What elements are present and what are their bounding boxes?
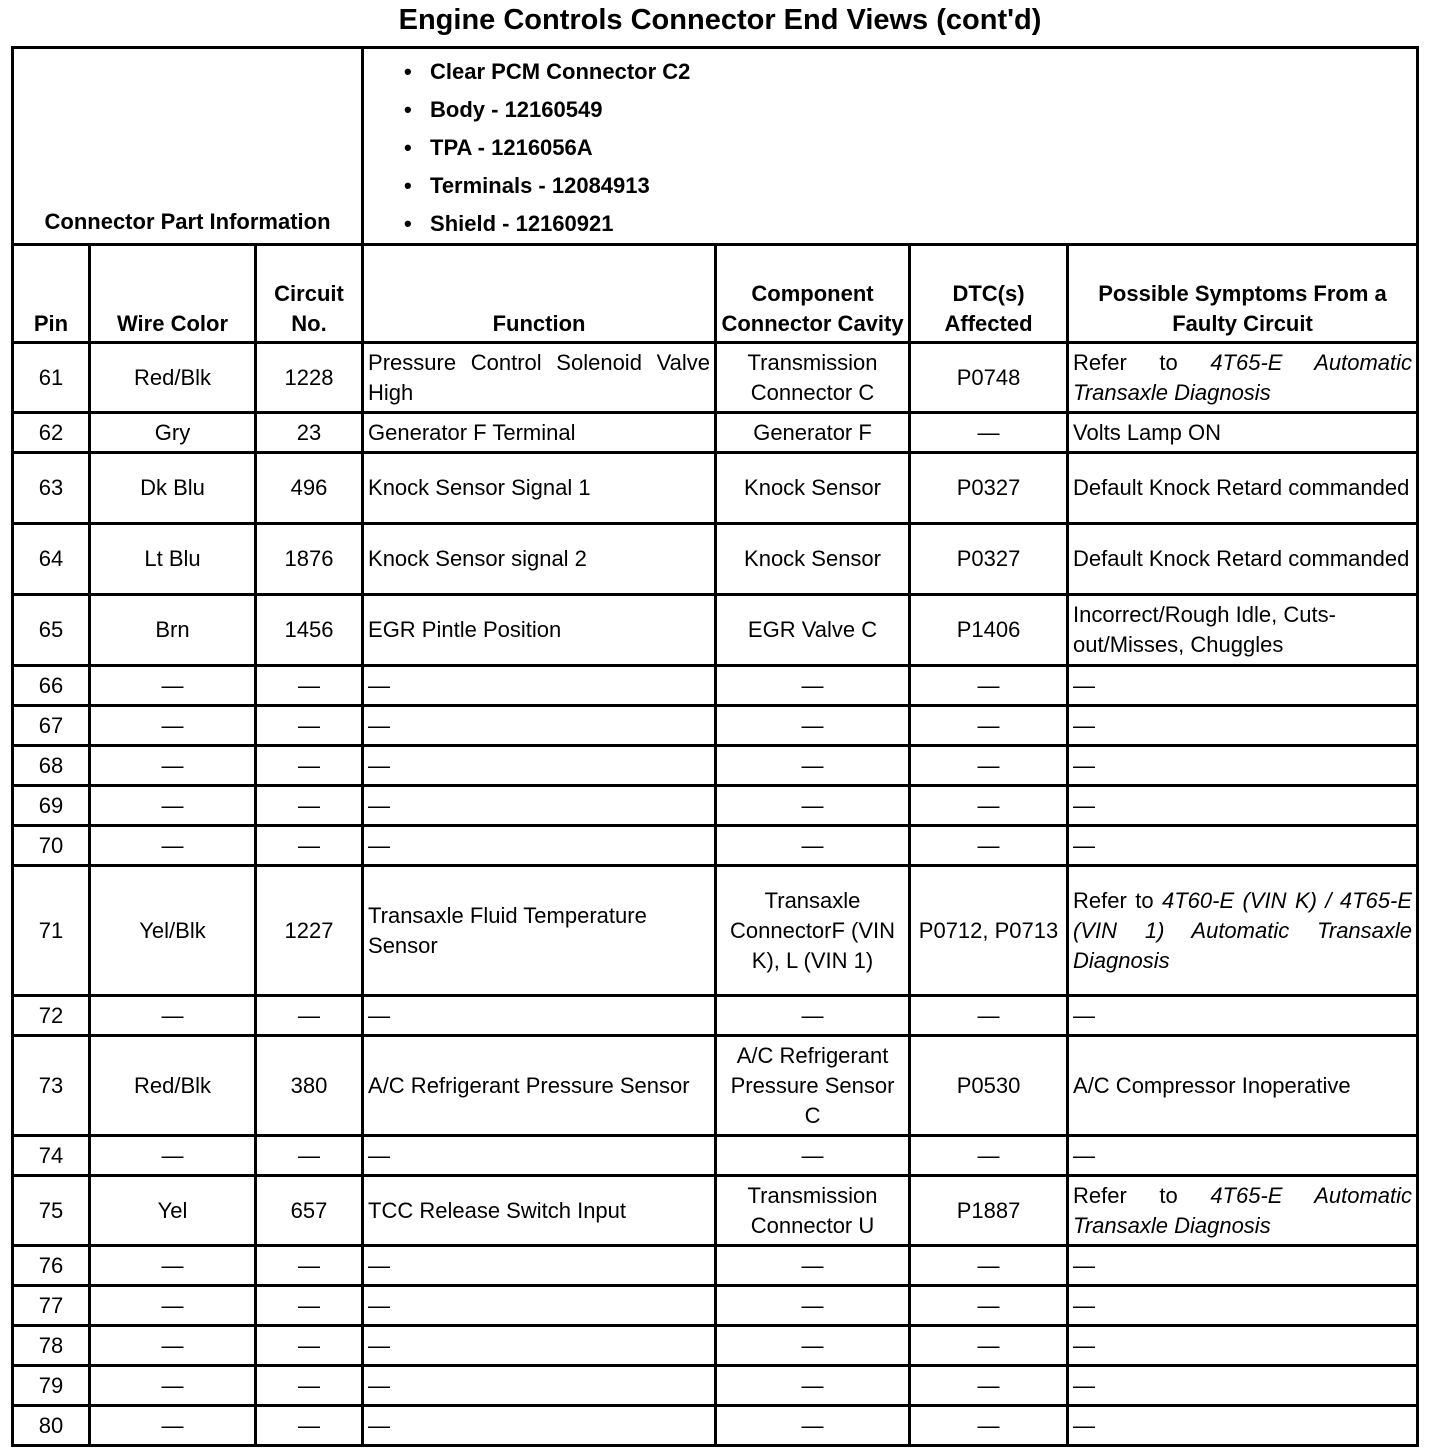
dtc-cell: — [910,996,1068,1036]
header-function: Function [363,245,716,343]
header-component-cavity: Component Connector Cavity [716,245,910,343]
wire-color-cell: Lt Blu [90,524,256,595]
symptom-cell: — [1068,786,1418,826]
pin-cell: 61 [13,343,90,413]
dtc-cell: — [910,1286,1068,1326]
pin-cell: 68 [13,746,90,786]
pin-cell: 64 [13,524,90,595]
circuit-no-cell: — [256,826,363,866]
function-cell: — [363,786,716,826]
dtc-cell: — [910,1326,1068,1366]
circuit-no-cell: — [256,1326,363,1366]
wire-color-cell: Yel [90,1176,256,1246]
circuit-no-cell: 1456 [256,595,363,666]
component-cavity-cell: — [716,1136,910,1176]
wire-color-cell: Gry [90,413,256,453]
circuit-no-cell: 1227 [256,866,363,996]
table-row [13,1176,1418,1246]
component-cavity-cell: Transmission Connector C [716,343,910,413]
component-cavity-cell: — [716,996,910,1036]
function-cell: — [363,1406,716,1446]
table-row [13,786,1418,826]
table-row [13,746,1418,786]
table-row [13,595,1418,666]
wire-color-cell: — [90,1286,256,1326]
header-circuit-no: Circuit No. [256,245,363,343]
dtc-cell: — [910,413,1068,453]
pin-cell: 71 [13,866,90,996]
component-cavity-cell: EGR Valve C [716,595,910,666]
table-row [13,1366,1418,1406]
component-cavity-cell: — [716,1286,910,1326]
pin-cell: 75 [13,1176,90,1246]
function-cell: EGR Pintle Position [363,595,716,666]
pin-cell: 69 [13,786,90,826]
wire-color-cell: Red/Blk [90,343,256,413]
connector-pin-table [11,46,1419,1447]
component-cavity-cell: Transmission Connector U [716,1176,910,1246]
wire-color-cell: — [90,1326,256,1366]
table-row [13,866,1418,996]
dtc-cell: — [910,746,1068,786]
connector-info-list [404,53,1412,243]
pin-cell: 62 [13,413,90,453]
table-row [13,524,1418,595]
component-cavity-cell: A/C Refrigerant Pressure Sensor C [716,1036,910,1136]
function-cell: — [363,826,716,866]
header-pin: Pin [13,245,90,343]
function-cell: TCC Release Switch Input [363,1176,716,1246]
pin-cell: 63 [13,453,90,524]
symptom-cell: — [1068,1326,1418,1366]
table-row [13,826,1418,866]
connector-info-item: • TPA - 1216056A [404,129,1412,167]
component-cavity-cell: — [716,786,910,826]
symptom-cell: — [1068,666,1418,706]
table-row [13,666,1418,706]
symptom-prefix: Refer to [1073,349,1211,375]
circuit-no-cell: 657 [256,1176,363,1246]
header-symptoms: Possible Symptoms From a Faulty Circuit [1068,245,1418,343]
function-cell: Knock Sensor Signal 1 [363,453,716,524]
pin-cell: 79 [13,1366,90,1406]
wire-color-cell: Dk Blu [90,453,256,524]
circuit-no-cell: — [256,666,363,706]
symptom-cell: — [1068,1286,1418,1326]
dtc-cell: — [910,666,1068,706]
circuit-no-cell: — [256,1406,363,1446]
symptom-cell: — [1068,1406,1418,1446]
symptom-cell: — [1068,1246,1418,1286]
circuit-no-cell: — [256,786,363,826]
dtc-cell: — [910,706,1068,746]
table-row [13,1406,1418,1446]
circuit-no-cell: — [256,996,363,1036]
component-cavity-cell: — [716,1326,910,1366]
symptom-cell: — [1068,746,1418,786]
component-cavity-cell: — [716,746,910,786]
symptom-cell: — [1068,706,1418,746]
dtc-cell: — [910,1366,1068,1406]
table-row [13,343,1418,413]
circuit-no-cell: 23 [256,413,363,453]
wire-color-cell: — [90,1406,256,1446]
pin-cell: 74 [13,1136,90,1176]
symptom-cell: A/C Compressor Inoperative [1068,1036,1418,1136]
dtc-cell: P0327 [910,524,1068,595]
circuit-no-cell: — [256,706,363,746]
pin-cell: 66 [13,666,90,706]
circuit-no-cell: 496 [256,453,363,524]
connector-info-label: Connector Part Information [13,48,363,245]
header-wire-color: Wire Color [90,245,256,343]
dtc-cell: — [910,826,1068,866]
connector-info-item: • Body - 12160549 [404,91,1412,129]
wire-color-cell: — [90,826,256,866]
pin-cell: 77 [13,1286,90,1326]
symptom-reference: 4T65-E Automatic Transaxle Diagnosis [1073,349,1413,405]
dtc-cell: P0748 [910,343,1068,413]
component-cavity-cell: — [716,666,910,706]
symptom-prefix: Refer to [1073,887,1162,913]
connector-info-item: • Clear PCM Connector C2 [404,53,1412,91]
dtc-cell: P1887 [910,1176,1068,1246]
connector-info-item: • Shield - 12160921 [404,205,1412,243]
dtc-cell: — [910,1406,1068,1446]
symptom-cell: — [1068,1136,1418,1176]
page-title: Engine Controls Connector End Views (cont'd) [398,4,1042,36]
table-row [13,453,1418,524]
wire-color-cell: — [90,1246,256,1286]
table-row [13,1136,1418,1176]
component-cavity-cell: — [716,826,910,866]
wire-color-cell: — [90,706,256,746]
pin-cell: 76 [13,1246,90,1286]
dtc-cell: P0530 [910,1036,1068,1136]
connector-info-cell [363,48,1418,245]
circuit-no-cell: — [256,1246,363,1286]
dtc-cell: — [910,786,1068,826]
function-cell: — [363,1366,716,1406]
component-cavity-cell: — [716,1246,910,1286]
function-cell: — [363,996,716,1036]
symptom-reference: 4T65-E Automatic Transaxle Diagnosis [1073,1182,1413,1238]
connector-info-item: • Terminals - 12084913 [404,167,1412,205]
table-header-row [13,245,1418,343]
wire-color-cell: — [90,666,256,706]
symptom-cell: Default Knock Retard commanded [1068,524,1418,595]
wire-color-cell: — [90,786,256,826]
circuit-no-cell: — [256,1366,363,1406]
component-cavity-cell: — [716,1406,910,1446]
function-cell: — [363,1286,716,1326]
pin-cell: 72 [13,996,90,1036]
circuit-no-cell: 1228 [256,343,363,413]
dtc-cell: — [910,1246,1068,1286]
table-row [13,1286,1418,1326]
pin-cell: 73 [13,1036,90,1136]
component-cavity-cell: — [716,706,910,746]
symptom-cell: Volts Lamp ON [1068,413,1418,453]
symptom-cell: — [1068,826,1418,866]
wire-color-cell: — [90,996,256,1036]
function-cell: Knock Sensor signal 2 [363,524,716,595]
connector-info-row [13,48,1418,245]
table-row [13,1036,1418,1136]
component-cavity-cell: — [716,1366,910,1406]
component-cavity-cell: Knock Sensor [716,453,910,524]
wire-color-cell: — [90,1136,256,1176]
dtc-cell: P0327 [910,453,1068,524]
function-cell: Generator F Terminal [363,413,716,453]
pin-cell: 80 [13,1406,90,1446]
function-cell: A/C Refrigerant Pressure Sensor [363,1036,716,1136]
function-cell: — [363,706,716,746]
symptom-cell: — [1068,1366,1418,1406]
function-cell: — [363,666,716,706]
symptom-cell: Default Knock Retard commanded [1068,453,1418,524]
symptom-cell [1068,343,1418,413]
wire-color-cell: Red/Blk [90,1036,256,1136]
function-cell: — [363,1136,716,1176]
wire-color-cell: Brn [90,595,256,666]
circuit-no-cell: — [256,1136,363,1176]
table-row [13,1246,1418,1286]
pin-cell: 65 [13,595,90,666]
function-cell: — [363,1246,716,1286]
pin-cell: 78 [13,1326,90,1366]
circuit-no-cell: — [256,1286,363,1326]
pin-cell: 67 [13,706,90,746]
pin-cell: 70 [13,826,90,866]
symptom-reference: 4T60-E (VIN K) / 4T65-E (VIN 1) Automatic Transaxle Diagnosis [1073,887,1413,973]
table-row [13,1326,1418,1366]
symptom-cell: — [1068,996,1418,1036]
component-cavity-cell: Knock Sensor [716,524,910,595]
component-cavity-cell: Generator F [716,413,910,453]
component-cavity-cell: Transaxle ConnectorF (VIN K), L (VIN 1) [716,866,910,996]
symptom-cell: Incorrect/Rough Idle, Cuts-out/Misses, Chuggles [1068,595,1418,666]
circuit-no-cell: — [256,746,363,786]
function-cell: Transaxle Fluid Temperature Sensor [363,866,716,996]
circuit-no-cell: 1876 [256,524,363,595]
dtc-cell: P1406 [910,595,1068,666]
function-cell: Pressure Control Solenoid Valve High [363,343,716,413]
dtc-cell: P0712, P0713 [910,866,1068,996]
dtc-cell: — [910,1136,1068,1176]
symptom-prefix: Refer to [1073,1182,1211,1208]
wire-color-cell: Yel/Blk [90,866,256,996]
circuit-no-cell: 380 [256,1036,363,1136]
wire-color-cell: — [90,746,256,786]
symptom-cell [1068,1176,1418,1246]
table-row [13,996,1418,1036]
header-dtcs: DTC(s) Affected [910,245,1068,343]
table-row [13,706,1418,746]
function-cell: — [363,1326,716,1366]
symptom-cell [1068,866,1418,996]
table-row [13,413,1418,453]
function-cell: — [363,746,716,786]
wire-color-cell: — [90,1366,256,1406]
